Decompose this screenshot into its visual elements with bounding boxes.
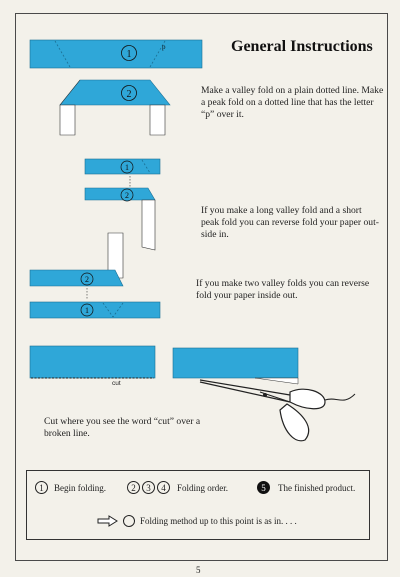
instruction-line: a peak fold on a dotted line that has the letter [201, 97, 374, 108]
instruction-line: broken line. [44, 428, 90, 439]
valley-peak-fold-diagram [25, 35, 205, 145]
paper-strip-step-one [30, 302, 160, 318]
order-circle-icon: 3 [142, 481, 155, 494]
order-circle-icon: 2 [127, 481, 140, 494]
scissors-icon [200, 380, 355, 441]
instruction-line: If you make a long valley fold and a short [201, 205, 362, 216]
inside-reverse-instructions [196, 278, 369, 302]
step-two-label: 2 [85, 275, 89, 284]
instruction-line: peak fold you can reverse fold your paper out- [201, 217, 379, 228]
method-label: Folding method up to this point is as in. . . . [140, 516, 297, 526]
peak-letter: p [162, 43, 166, 51]
legend-box [26, 470, 370, 540]
empty-circle-icon [123, 515, 135, 527]
page-title: General Instructions [231, 38, 373, 55]
instruction-line: fold your paper inside out. [196, 290, 298, 301]
folded-flap-right [150, 105, 165, 135]
finished-circle-icon: 5 [257, 481, 270, 494]
step-one-label: 1 [125, 163, 129, 172]
inside-reverse-fold-diagram [25, 228, 165, 323]
legend-method [97, 515, 297, 527]
folded-paper-step-two [85, 188, 155, 200]
instruction-line: side in. [201, 229, 229, 240]
begin-circle-icon: 1 [35, 481, 48, 494]
cut-instructions [44, 416, 200, 440]
cut-word: cut [112, 380, 121, 387]
step-two-label: 2 [125, 191, 129, 200]
page-number: 5 [196, 565, 201, 575]
instruction-line: If you make two valley folds you can reverse [196, 278, 370, 289]
valley-peak-instructions [201, 85, 383, 121]
instruction-line: Cut where you see the word “cut” over a [44, 416, 201, 427]
begin-label: Begin folding. [54, 482, 106, 493]
step-two-label: 2 [126, 89, 132, 100]
outside-reverse-instructions [201, 205, 379, 241]
order-circle-icon: 4 [157, 481, 170, 494]
paper-strip-step-one [30, 40, 202, 68]
folded-paper-step-two [30, 270, 123, 286]
hollow-right-arrow-icon [97, 515, 119, 527]
order-label: Folding order. [177, 482, 228, 493]
legend-begin [35, 481, 106, 494]
finished-label: The finished product. [278, 482, 356, 493]
legend-finished [257, 481, 355, 494]
step-one-label: 1 [85, 306, 89, 315]
paper-strip-before-cut [30, 346, 155, 378]
paper-strip-being-cut [173, 348, 298, 378]
step-one-label: 1 [126, 49, 132, 60]
folded-paper-step-two [60, 80, 170, 105]
legend-order [127, 481, 228, 494]
instruction-line: “p” over it. [201, 109, 244, 120]
instruction-line: Make a valley fold on a plain dotted line. Make [201, 85, 384, 96]
folded-flap-left [60, 105, 75, 135]
